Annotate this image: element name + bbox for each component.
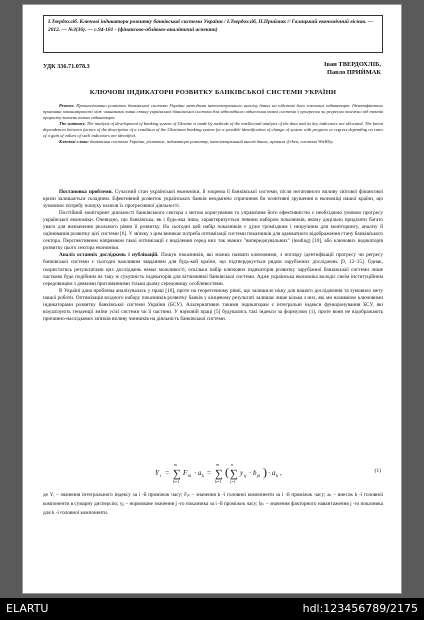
svg-text:∑: ∑	[215, 468, 223, 480]
analysis-text: Пошук показників, які можна назвати ключовими, з погляду ідентифікації прогресу чи регресу банківської системи є сьогодні важливим завданням для будь-кой країни, що підтверджується рядом зарубіжних досліджень [9, 12–15]. Однак, скористатись результатами цих досліджень немає можливості, оскільки набір ключових індикаторів розвитку зарубіжної банківської системи лише частково буде подібним на таку ж сукупність індикаторів для вітчизняної банківської системи. Адже українська економіка володіє своїм інституційним середовищем з деякими притаманними тільки цьому середовищу особливостями.	[43, 252, 384, 287]
svg-text:ij: ij	[244, 473, 247, 478]
svg-text:b: b	[253, 469, 257, 477]
svg-text:=: =	[165, 469, 169, 477]
svg-text:j=1: j=1	[230, 479, 236, 484]
svg-text:a: a	[272, 469, 276, 477]
article-body	[43, 189, 383, 323]
handle-id: hdl:123456789/2175	[302, 602, 418, 615]
footer-bar	[0, 598, 424, 620]
citation-header	[43, 15, 383, 53]
svg-text:·: ·	[268, 469, 271, 477]
svg-text:·: ·	[194, 469, 197, 477]
resume-text: Проаналізовано розвиток банківської системи України методами інтелектуального аналізу даних на підставі його ключових індикаторів. Ідентифіковано приховані закономірності між чинниками зміни стану української банківської системи для відповідного віднесення такої системи з прогресом чи регресом залежно від темпів приросту значень таких індикаторів.	[43, 103, 384, 120]
svg-text:·: ·	[249, 469, 252, 477]
svg-text:i: i	[160, 473, 162, 478]
article-title: КЛЮЧОВІ ІНДИКАТОРИ РОЗВИТКУ БАНКІВСЬКОЇ СИСТЕМИ УКРАЇНИ	[89, 89, 337, 96]
keywords-paragraph	[43, 139, 383, 145]
abstract	[43, 103, 383, 145]
svg-text:Y: Y	[155, 469, 159, 477]
document-page	[22, 4, 402, 594]
svg-text:k=1: k=1	[173, 479, 180, 484]
paragraph-ukraine: В Україні дана проблема аналізувалась у праці [10], проте на теоретичному рівні, що залишило нішу для нашого дослідження та зумовило мету нашої роботи. Оптимізація вхідного набору показників розвитку банків у кінцевому результаті залишає лише кілька з них, які ми називаємо ключовими індикаторами розвитку банківської системи України (БСУ). Альтернативно такими індикаторам є інтегральні індекси функціонування БСУ, які візуалізують тенденції зміни усієї системи чи її частини. У науковій праці [5] будувались такі індекси за формулою (1), проте вони не відображають причинно-наслідкових зв'язків впливу чинників на діяльність банківської системи.	[43, 287, 383, 322]
svg-text:y: y	[240, 469, 244, 477]
citation-text: І.Твердохліб. Ключові індикатори розвитку банківської системи України / І.Твердохліб, П.Приймак // Галицький економічний вісник. — 2012. — №3(36). — с.94-101 - (фінансово-обліково-аналітичні аспекти)	[48, 19, 374, 33]
problem-label: Постановка проблеми.	[59, 189, 113, 195]
svg-text:a: a	[198, 469, 202, 477]
summary-text: The analysis of development of banking system of Ukraine is made by methods of the intellectual analysis of the data and its key indicators are allocated. The latent dependences between factors of the description of a condition of the Ukrainian banking system for a possible identification of change of system with progress or regress depending on rates of a gain of values of such indicators are identified.	[43, 121, 383, 138]
svg-text:k: k	[202, 473, 204, 478]
svg-text:k: k	[276, 473, 278, 478]
resume-paragraph	[43, 103, 383, 121]
paragraph-analysis	[43, 252, 383, 287]
authors	[324, 61, 381, 77]
svg-text:F: F	[183, 469, 188, 477]
svg-text:∑: ∑	[230, 468, 238, 480]
svg-text:∑: ∑	[173, 468, 181, 480]
summary-paragraph	[43, 121, 383, 139]
repository-name: ELARTU	[6, 602, 49, 615]
svg-text:n: n	[231, 462, 233, 467]
svg-text:m: m	[216, 462, 219, 467]
formula-definitions: де Yᵢ – значення інтегрального індексу за i -й проміжок часу; Fᵢₖ – значення k -ї головної компоненти за i -й проміжок часу; aₖ – внесок k -ї головної компоненти в сумарну дисперсію; yᵢⱼ – нормоване значення j -го показника за i -й проміжок часу; bⱼₖ – значення факторного навантаження j -го показника для k -ї головної компоненти.	[43, 492, 383, 516]
formula-graphic	[43, 457, 383, 487]
paragraph-problem	[43, 189, 383, 210]
problem-text: Сучасний стан української економіки, й зокрема її банківської системи, після негативного впливу світової фінансової кризи залишається складним. Ефективний розвиток українських банків неодмінно спричинив би позитивні зрушення в економіці нашої країни, що зумовлює потребу пошуку шляхів їх прогресивної діяльності.	[43, 189, 383, 210]
analysis-label: Аналіз останніх досліджень і публікацій.	[59, 252, 159, 259]
author-1: Іван ТВЕРДОХЛІБ,	[324, 61, 381, 68]
svg-text:ik: ik	[188, 473, 192, 478]
keywords-label: Ключові слова:	[59, 139, 89, 144]
resume-label: Резюме.	[59, 103, 75, 108]
svg-text:k=1: k=1	[215, 479, 222, 484]
svg-text:=: =	[207, 469, 211, 477]
summary-label: The summary.	[59, 121, 86, 126]
paragraph-monitoring: Постійний моніторинг діяльності банківського сектора з метою коригування та управління його ефективністю є необхідною умовою прогресу української економіки. Очевидно, що банківська, як і будь-яка інша, характеризується певним набором показників, якому доцільно приділяти багато уваги для визначення реального рівня її розвитку. На сьогодні цей набір показників є дуже громіздким і незручним для моніторингу, аналізу й оцінювання розвитку цієї системи [6]. У зв'язку з цим виникає потреба оптимізації системи показників для адекватного відображення стану банківського сектора. Перспективним напрямком такої оптимізації є виділення серед них так званих "випереджувальних" (leading) [10], або ключових індикаторів розвитку цього сектора економіки.	[43, 210, 383, 252]
svg-text:,: ,	[280, 469, 282, 477]
svg-text:jk: jk	[257, 473, 261, 478]
formula-number: (1)	[374, 468, 381, 474]
keywords-text: банківська система України, розвиток, індикатори розвитку, інтелектуальний аналіз даних, правила if-then, система WizWhy.	[90, 139, 334, 144]
author-2: Павло ПРИЙМАК	[326, 69, 381, 76]
svg-text:m: m	[174, 462, 177, 467]
svg-text:(: (	[225, 465, 229, 479]
formula-1	[43, 457, 383, 487]
svg-text:): )	[263, 465, 267, 479]
udc-code: УДК 336.71.078.3	[43, 63, 90, 70]
